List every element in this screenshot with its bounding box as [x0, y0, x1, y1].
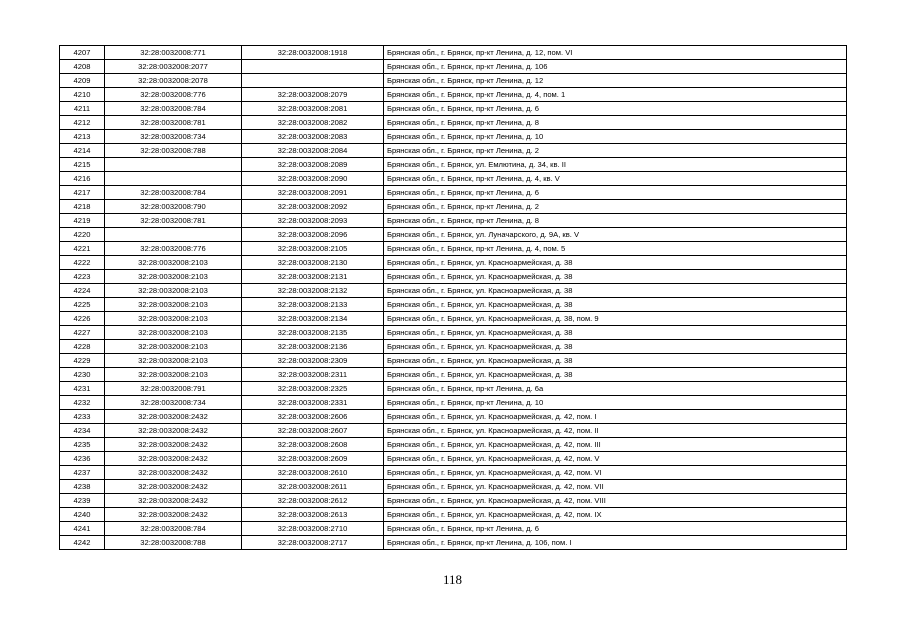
row-number-cell: 4228	[60, 340, 105, 354]
parent-cadastral-number-cell: 32:28:0032008:2103	[105, 298, 242, 312]
row-number-cell: 4240	[60, 508, 105, 522]
row-number-cell: 4208	[60, 60, 105, 74]
cadastral-number-cell: 32:28:0032008:2083	[242, 130, 384, 144]
cadastral-number-cell	[242, 60, 384, 74]
row-number-cell: 4226	[60, 312, 105, 326]
parent-cadastral-number-cell: 32:28:0032008:2432	[105, 438, 242, 452]
address-cell: Брянская обл., г. Брянск, пр-кт Ленина, д. 4, пом. 1	[384, 88, 847, 102]
table-row	[60, 74, 847, 88]
parent-cadastral-number-cell: 32:28:0032008:788	[105, 536, 242, 550]
row-number-cell: 4231	[60, 382, 105, 396]
table-row	[60, 144, 847, 158]
address-cell: Брянская обл., г. Брянск, пр-кт Ленина, д. 2	[384, 200, 847, 214]
table-row	[60, 242, 847, 256]
parent-cadastral-number-cell	[105, 228, 242, 242]
table-row	[60, 298, 847, 312]
table-row	[60, 480, 847, 494]
parent-cadastral-number-cell: 32:28:0032008:2432	[105, 508, 242, 522]
cadastral-number-cell: 32:28:0032008:2610	[242, 466, 384, 480]
parent-cadastral-number-cell: 32:28:0032008:2103	[105, 284, 242, 298]
row-number-cell: 4210	[60, 88, 105, 102]
parent-cadastral-number-cell: 32:28:0032008:788	[105, 144, 242, 158]
cadastral-number-cell: 32:28:0032008:2134	[242, 312, 384, 326]
table-row	[60, 396, 847, 410]
cadastral-number-cell: 32:28:0032008:2325	[242, 382, 384, 396]
address-cell: Брянская обл., г. Брянск, пр-кт Ленина, д. 106, пом. I	[384, 536, 847, 550]
table-row	[60, 312, 847, 326]
parent-cadastral-number-cell: 32:28:0032008:781	[105, 116, 242, 130]
cadastral-number-cell: 32:28:0032008:2091	[242, 186, 384, 200]
row-number-cell: 4221	[60, 242, 105, 256]
parent-cadastral-number-cell: 32:28:0032008:2103	[105, 354, 242, 368]
cadastral-number-cell	[242, 74, 384, 88]
row-number-cell: 4229	[60, 354, 105, 368]
parent-cadastral-number-cell: 32:28:0032008:2103	[105, 312, 242, 326]
address-cell: Брянская обл., г. Брянск, ул. Красноармейская, д. 42, пом. VI	[384, 466, 847, 480]
row-number-cell: 4238	[60, 480, 105, 494]
parent-cadastral-number-cell: 32:28:0032008:776	[105, 242, 242, 256]
parent-cadastral-number-cell: 32:28:0032008:2078	[105, 74, 242, 88]
parent-cadastral-number-cell: 32:28:0032008:791	[105, 382, 242, 396]
address-cell: Брянская обл., г. Брянск, ул. Красноармейская, д. 38	[384, 354, 847, 368]
table-row	[60, 508, 847, 522]
cadastral-number-cell: 32:28:0032008:2608	[242, 438, 384, 452]
address-cell: Брянская обл., г. Брянск, ул. Красноармейская, д. 38	[384, 340, 847, 354]
row-number-cell: 4209	[60, 74, 105, 88]
row-number-cell: 4236	[60, 452, 105, 466]
cadastral-number-cell: 32:28:0032008:2331	[242, 396, 384, 410]
row-number-cell: 4224	[60, 284, 105, 298]
row-number-cell: 4217	[60, 186, 105, 200]
parent-cadastral-number-cell: 32:28:0032008:2103	[105, 256, 242, 270]
cadastral-number-cell: 32:28:0032008:2607	[242, 424, 384, 438]
table-body	[60, 46, 847, 550]
parent-cadastral-number-cell: 32:28:0032008:734	[105, 396, 242, 410]
table-row	[60, 102, 847, 116]
address-cell: Брянская обл., г. Брянск, пр-кт Ленина, д. 12, пом. VI	[384, 46, 847, 60]
parent-cadastral-number-cell	[105, 158, 242, 172]
address-cell: Брянская обл., г. Брянск, ул. Красноармейская, д. 38	[384, 326, 847, 340]
address-cell: Брянская обл., г. Брянск, ул. Красноармейская, д. 38, пом. 9	[384, 312, 847, 326]
cadastral-number-cell: 32:28:0032008:2079	[242, 88, 384, 102]
address-cell: Брянская обл., г. Брянск, ул. Красноармейская, д. 42, пом. V	[384, 452, 847, 466]
address-cell: Брянская обл., г. Брянск, пр-кт Ленина, д. 8	[384, 214, 847, 228]
table-row	[60, 466, 847, 480]
table-row	[60, 158, 847, 172]
row-number-cell: 4213	[60, 130, 105, 144]
parent-cadastral-number-cell: 32:28:0032008:784	[105, 102, 242, 116]
address-cell: Брянская обл., г. Брянск, пр-кт Ленина, д. 106	[384, 60, 847, 74]
cadastral-number-cell: 32:28:0032008:2135	[242, 326, 384, 340]
row-number-cell: 4214	[60, 144, 105, 158]
table-row	[60, 256, 847, 270]
row-number-cell: 4237	[60, 466, 105, 480]
address-cell: Брянская обл., г. Брянск, ул. Красноармейская, д. 38	[384, 284, 847, 298]
parent-cadastral-number-cell: 32:28:0032008:2103	[105, 340, 242, 354]
parent-cadastral-number-cell: 32:28:0032008:2103	[105, 326, 242, 340]
row-number-cell: 4212	[60, 116, 105, 130]
address-cell: Брянская обл., г. Брянск, пр-кт Ленина, д. 2	[384, 144, 847, 158]
table-row	[60, 186, 847, 200]
cadastral-number-cell: 32:28:0032008:2131	[242, 270, 384, 284]
address-cell: Брянская обл., г. Брянск, ул. Красноармейская, д. 42, пом. III	[384, 438, 847, 452]
address-cell: Брянская обл., г. Брянск, ул. Красноармейская, д. 42, пом. VIII	[384, 494, 847, 508]
table-row	[60, 60, 847, 74]
cadastral-number-cell: 32:28:0032008:2082	[242, 116, 384, 130]
parent-cadastral-number-cell	[105, 172, 242, 186]
parent-cadastral-number-cell: 32:28:0032008:2432	[105, 410, 242, 424]
address-cell: Брянская обл., г. Брянск, пр-кт Ленина, д. 10	[384, 396, 847, 410]
address-cell: Брянская обл., г. Брянск, пр-кт Ленина, д. 8	[384, 116, 847, 130]
cadastral-number-cell: 32:28:0032008:2311	[242, 368, 384, 382]
address-cell: Брянская обл., г. Брянск, ул. Красноармейская, д. 42, пом. VII	[384, 480, 847, 494]
row-number-cell: 4216	[60, 172, 105, 186]
parent-cadastral-number-cell: 32:28:0032008:790	[105, 200, 242, 214]
row-number-cell: 4211	[60, 102, 105, 116]
row-number-cell: 4235	[60, 438, 105, 452]
row-number-cell: 4215	[60, 158, 105, 172]
table-row	[60, 200, 847, 214]
cadastral-number-cell: 32:28:0032008:2093	[242, 214, 384, 228]
row-number-cell: 4241	[60, 522, 105, 536]
cadastral-number-cell: 32:28:0032008:2081	[242, 102, 384, 116]
table-row	[60, 340, 847, 354]
address-cell: Брянская обл., г. Брянск, пр-кт Ленина, д. 6	[384, 186, 847, 200]
parent-cadastral-number-cell: 32:28:0032008:2432	[105, 466, 242, 480]
table-row	[60, 116, 847, 130]
cadastral-number-cell: 32:28:0032008:2612	[242, 494, 384, 508]
row-number-cell: 4219	[60, 214, 105, 228]
parent-cadastral-number-cell: 32:28:0032008:2103	[105, 368, 242, 382]
table-row	[60, 172, 847, 186]
cadastral-number-cell: 32:28:0032008:2092	[242, 200, 384, 214]
table-row	[60, 88, 847, 102]
table-row	[60, 382, 847, 396]
address-cell: Брянская обл., г. Брянск, пр-кт Ленина, д. 6а	[384, 382, 847, 396]
address-cell: Брянская обл., г. Брянск, ул. Емлютина, д. 34, кв. II	[384, 158, 847, 172]
table-row	[60, 368, 847, 382]
cadastral-number-cell: 32:28:0032008:2090	[242, 172, 384, 186]
cadastral-number-cell: 32:28:0032008:2309	[242, 354, 384, 368]
address-cell: Брянская обл., г. Брянск, ул. Красноармейская, д. 42, пом. IX	[384, 508, 847, 522]
table-row	[60, 424, 847, 438]
cadastral-number-cell: 32:28:0032008:1918	[242, 46, 384, 60]
address-cell: Брянская обл., г. Брянск, пр-кт Ленина, д. 6	[384, 522, 847, 536]
row-number-cell: 4242	[60, 536, 105, 550]
cadastral-number-cell: 32:28:0032008:2130	[242, 256, 384, 270]
row-number-cell: 4234	[60, 424, 105, 438]
address-cell: Брянская обл., г. Брянск, ул. Луначарского, д. 9А, кв. V	[384, 228, 847, 242]
cadastral-number-cell: 32:28:0032008:2609	[242, 452, 384, 466]
table-row	[60, 326, 847, 340]
address-cell: Брянская обл., г. Брянск, пр-кт Ленина, д. 12	[384, 74, 847, 88]
cadastral-number-cell: 32:28:0032008:2710	[242, 522, 384, 536]
row-number-cell: 4218	[60, 200, 105, 214]
page-number: 118	[442, 572, 463, 587]
cadastral-number-cell: 32:28:0032008:2136	[242, 340, 384, 354]
address-cell: Брянская обл., г. Брянск, ул. Красноармейская, д. 38	[384, 368, 847, 382]
row-number-cell: 4222	[60, 256, 105, 270]
cadastral-number-cell: 32:28:0032008:2717	[242, 536, 384, 550]
parent-cadastral-number-cell: 32:28:0032008:734	[105, 130, 242, 144]
address-cell: Брянская обл., г. Брянск, ул. Красноармейская, д. 42, пом. II	[384, 424, 847, 438]
cadastral-number-cell: 32:28:0032008:2089	[242, 158, 384, 172]
row-number-cell: 4227	[60, 326, 105, 340]
table-row	[60, 494, 847, 508]
table-row	[60, 46, 847, 60]
row-number-cell: 4239	[60, 494, 105, 508]
table-row	[60, 354, 847, 368]
address-cell: Брянская обл., г. Брянск, ул. Красноармейская, д. 38	[384, 270, 847, 284]
cadastral-number-cell: 32:28:0032008:2613	[242, 508, 384, 522]
row-number-cell: 4225	[60, 298, 105, 312]
table-row	[60, 130, 847, 144]
cadastral-number-cell: 32:28:0032008:2606	[242, 410, 384, 424]
row-number-cell: 4207	[60, 46, 105, 60]
cadastral-number-cell: 32:28:0032008:2132	[242, 284, 384, 298]
address-cell: Брянская обл., г. Брянск, ул. Красноармейская, д. 38	[384, 298, 847, 312]
cadastral-number-cell: 32:28:0032008:2611	[242, 480, 384, 494]
parent-cadastral-number-cell: 32:28:0032008:2432	[105, 480, 242, 494]
parent-cadastral-number-cell: 32:28:0032008:771	[105, 46, 242, 60]
table-row	[60, 452, 847, 466]
table-row	[60, 228, 847, 242]
table-row	[60, 284, 847, 298]
cadastral-number-cell: 32:28:0032008:2096	[242, 228, 384, 242]
data-table	[59, 45, 847, 550]
parent-cadastral-number-cell: 32:28:0032008:2432	[105, 494, 242, 508]
address-cell: Брянская обл., г. Брянск, пр-кт Ленина, д. 4, кв. V	[384, 172, 847, 186]
cadastral-number-cell: 32:28:0032008:2133	[242, 298, 384, 312]
address-cell: Брянская обл., г. Брянск, ул. Красноармейская, д. 38	[384, 256, 847, 270]
table-row	[60, 270, 847, 284]
address-cell: Брянская обл., г. Брянск, пр-кт Ленина, д. 6	[384, 102, 847, 116]
table-row	[60, 438, 847, 452]
address-cell: Брянская обл., г. Брянск, пр-кт Ленина, д. 4, пом. 5	[384, 242, 847, 256]
parent-cadastral-number-cell: 32:28:0032008:776	[105, 88, 242, 102]
row-number-cell: 4232	[60, 396, 105, 410]
parent-cadastral-number-cell: 32:28:0032008:2432	[105, 452, 242, 466]
table-row	[60, 410, 847, 424]
row-number-cell: 4220	[60, 228, 105, 242]
parent-cadastral-number-cell: 32:28:0032008:784	[105, 186, 242, 200]
table-row	[60, 536, 847, 550]
row-number-cell: 4223	[60, 270, 105, 284]
cadastral-number-cell: 32:28:0032008:2105	[242, 242, 384, 256]
parent-cadastral-number-cell: 32:28:0032008:2103	[105, 270, 242, 284]
table-row	[60, 522, 847, 536]
parent-cadastral-number-cell: 32:28:0032008:2077	[105, 60, 242, 74]
address-cell: Брянская обл., г. Брянск, ул. Красноармейская, д. 42, пом. I	[384, 410, 847, 424]
parent-cadastral-number-cell: 32:28:0032008:781	[105, 214, 242, 228]
row-number-cell: 4233	[60, 410, 105, 424]
parent-cadastral-number-cell: 32:28:0032008:784	[105, 522, 242, 536]
address-cell: Брянская обл., г. Брянск, пр-кт Ленина, д. 10	[384, 130, 847, 144]
parent-cadastral-number-cell: 32:28:0032008:2432	[105, 424, 242, 438]
table-row	[60, 214, 847, 228]
row-number-cell: 4230	[60, 368, 105, 382]
cadastral-number-cell: 32:28:0032008:2084	[242, 144, 384, 158]
